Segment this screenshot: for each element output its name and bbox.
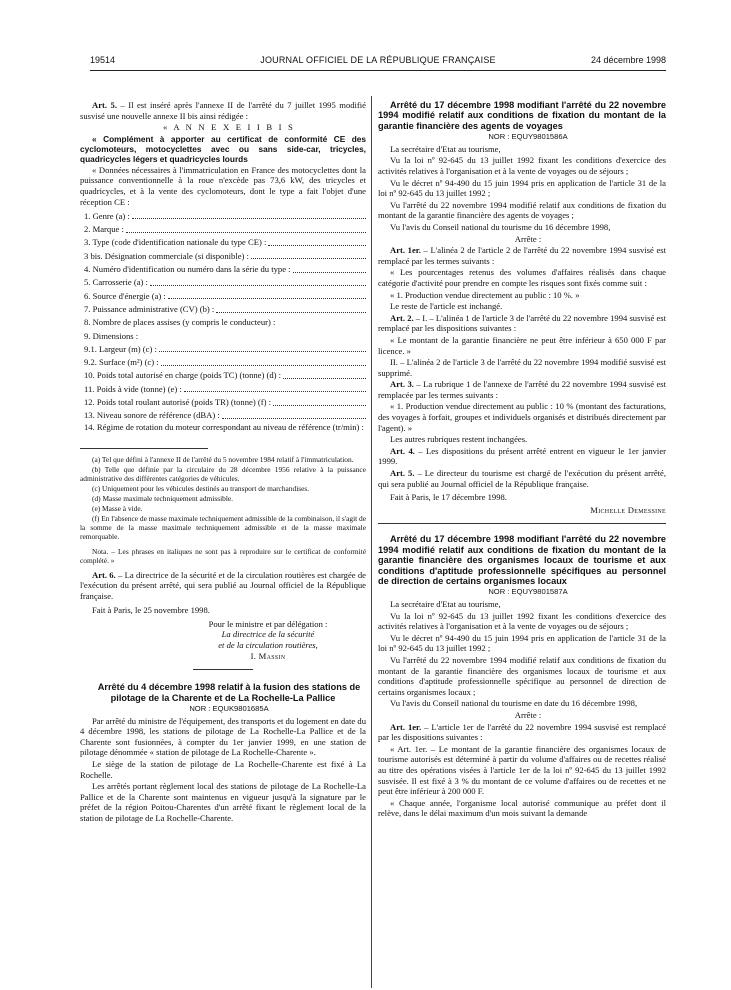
paragraph: Le siège de la station de pilotage de La Rochelle-Charente est fixé à La Rochelle.	[80, 759, 366, 780]
fait-a-paris: Fait à Paris, le 25 novembre 1998.	[92, 605, 210, 616]
article-label: Art. 5.	[390, 468, 415, 479]
intro-paragraph: « Données nécessaires à l'immatriculation en France des motocyclettes dont la puissance conventionnelle à la roue n'excède pas 73,6 kW, des tricycles et quadricycles, et à la vente des cyclomoteurs, dont le type a fait l'objet d'une réception CE :	[80, 164, 366, 207]
article-paragraph	[378, 468, 666, 489]
paragraph: Le reste de l'article est inchangé.	[390, 301, 503, 312]
form-field-line	[80, 408, 366, 421]
article-paragraph	[378, 722, 666, 743]
article-label: Art. 3.	[390, 379, 414, 390]
paragraph: « 1. Production vendue directement au public : 10 % (montant des facturations, des voyages à forfait, groupes et individuels organisés et distribués directement par l'agent). »	[378, 401, 666, 433]
nor-reference: NOR : EQUY9801586A	[488, 132, 568, 142]
paragraph: Les autres rubriques restent inchangées.	[390, 434, 528, 445]
dotted-leader	[293, 272, 366, 273]
form-field-label: 2. Marque :	[84, 224, 124, 235]
article-label: Art. 1er.	[390, 721, 422, 732]
paragraph: « Art. 1er. – Le montant de la garantie financière des organismes locaux de tourisme autorisés est déterminé à partir du volume d'affaires ou de recettes réalisé au titre des opérations visées à l'article 1er de la loi nº 92-645 du 13 juillet 1992 susvisée. Il est fixé à 3 % du montant de ce volume d'affaires ou de recettes et ne peut être inférieur à 200 000 F.	[378, 743, 666, 797]
form-field-line	[80, 235, 366, 248]
section-separator	[193, 669, 253, 670]
article-label: Art. 4.	[390, 445, 415, 456]
footnote: (d) Masse maximale techniquement admissible.	[92, 493, 233, 503]
article-label: Art. 2.	[390, 312, 414, 323]
form-field-line	[80, 275, 366, 288]
visa-paragraph: Vu la loi nº 92-645 du 13 juillet 1992 fixant les conditions d'exercice des activités relatives à l'organisation et à la vente de voyages ou de séjours ;	[378, 610, 666, 632]
visas-list	[378, 144, 666, 233]
signature-line: La directrice de la sécurité	[221, 629, 315, 640]
form-field-label: 1. Genre (a) :	[84, 210, 130, 221]
page-number: 19514	[90, 55, 116, 65]
dotted-leader	[132, 218, 366, 219]
arrete-word: Arrête :	[514, 233, 542, 244]
form-field-label: 10. Poids total autorisé en charge (poids TC) (tonne) (d) :	[84, 370, 282, 381]
right-column	[378, 100, 666, 820]
form-field-label: 8. Nombre de places assises (y compris le conducteur) :	[84, 317, 276, 328]
form-field-line	[80, 368, 366, 381]
nor-reference: NOR : EQUY9801587A	[488, 587, 568, 597]
dotted-leader	[168, 298, 366, 299]
form-fields-list	[80, 208, 366, 421]
decree-title: Arrêté du 17 décembre 1998 modifiant l'arrêté du 22 novembre 1994 modifié relatif aux conditions de fixation du montant de la garantie financière des agents de voyages	[378, 100, 666, 131]
footnote: (e) Masse à vide.	[92, 503, 143, 513]
article-paragraph	[378, 446, 666, 467]
signature-line: et de la circulation routières,	[218, 640, 318, 651]
visa-paragraph: Vu la loi nº 92-645 du 13 juillet 1992 fixant les conditions d'exercice des activités relatives à l'organisation et à la vente de voyages ou de séjours ;	[378, 155, 666, 176]
decree-body	[80, 716, 366, 824]
header-rule	[90, 70, 666, 71]
form-field-label: 13. Niveau sonore de référence (dBA) :	[84, 410, 220, 421]
paragraph: « Le montant de la garantie financière ne peut être inférieur à 650 000 F par licence. »	[378, 334, 666, 356]
fait-a-paris: Fait à Paris, le 17 décembre 1998.	[390, 492, 507, 503]
dotted-leader	[251, 258, 366, 259]
dotted-leader	[273, 405, 366, 406]
form-field-line	[80, 354, 366, 367]
dotted-leader	[268, 245, 366, 246]
visa-paragraph: Vu l'avis du Conseil national du tourisme en date du 16 décembre 1998,	[390, 698, 638, 709]
form-field-line	[80, 248, 366, 261]
article-text: – Les dispositions du présent arrêté entrent en vigueur le 1er janvier 1999.	[378, 445, 666, 467]
form-field-line	[80, 261, 366, 274]
form-field-label: 9. Dimensions :	[84, 330, 139, 341]
dotted-leader	[161, 365, 366, 366]
paragraph: II. – L'alinéa 2 de l'article 3 de l'arrêté du 22 novembre 1994 modifié susvisé est supprimé.	[378, 357, 666, 378]
visa-paragraph: Vu l'arrêté du 22 novembre 1994 modifié relatif aux conditions de fixation du montant de la garantie financière des organismes locaux de tourisme et aux conditions d'aptitude professionnelle spécifique au personnel de direction de certains organismes locaux ;	[378, 655, 666, 697]
form-field-line	[80, 301, 366, 314]
footnotes-list	[80, 455, 366, 541]
complement-title: « Complément à apporter au certificat de conformité CE des cyclomoteurs, motocyclettes avec ou sans side-car, tricycles, quadricycles légers et quadricycles lourds	[80, 133, 366, 164]
form-field-label: 4. Numéro d'identification ou numéro dans la série du type :	[84, 264, 291, 275]
signature-block	[170, 619, 366, 661]
article-text: – Il est inséré après l'annexe II de l'arrêté du 7 juillet 1995 modifié susvisé une nouvelle annexe II bis ainsi rédigée :	[80, 100, 366, 121]
paragraph: « Les pourcentages retenus des volumes d'affaires réalisés dans chaque catégorie d'activité pour prendre en compte les risques sont fixés comme suit :	[378, 267, 666, 288]
annexe-heading: « A N N E X E I I B I S	[162, 122, 295, 133]
form-field-line	[80, 315, 366, 328]
form-field-line	[80, 341, 366, 354]
paragraph: « Chaque année, l'organisme local autorisé communique au préfet dont il relève, dans le délai maximum d'un mois suivant la demande	[378, 797, 666, 819]
visa-paragraph: Vu le décret nº 94-490 du 15 juin 1994 pris en application de l'article 31 de la loi nº 92-645 du 13 juillet 1992 ;	[378, 177, 666, 199]
footnote: (c) Uniquement pour les véhicules destinés au transport de marchandises.	[92, 483, 310, 493]
form-field-label: 11. Poids à vide (tonne) (e) :	[84, 383, 182, 394]
form-field-label: 6. Source d'énergie (a) :	[84, 290, 166, 301]
paragraph: Par arrêté du ministre de l'équipement, des transports et du logement en date du 4 décembre 1998, les stations de pilotage de La Rochelle-La Pallice et de la Charente sont fusionnées, à compter du 1er janvier 1999, en une station de pilotage dénommée « station de pilotage de La Rochelle-Charente ».	[80, 715, 366, 758]
footnote: (a) Tel que défini à l'annexe II de l'arrêté du 5 novembre 1984 relatif à l'immatriculation.	[92, 454, 354, 464]
article-text: – I. – L'alinéa 1 de l'article 3 de l'arrêté du 22 novembre 1994 susvisé est remplacé par les dispositions suivantes :	[378, 312, 666, 334]
dotted-leader	[150, 285, 366, 286]
article-label: Art. 1er.	[390, 245, 421, 256]
dotted-leader	[126, 232, 366, 233]
nota-note: Nota. – Les phrases en italiques ne sont pas à reproduire sur le certificat de conformité complété. »	[80, 546, 366, 565]
form-field-label: 9.2. Surface (m²) (c) :	[84, 357, 159, 368]
form-field-label: 3 bis. Désignation commerciale (si disponible) :	[84, 250, 249, 261]
form-field-label: 9.1. Largeur (m) (c) :	[84, 343, 157, 354]
page-header	[90, 55, 666, 69]
form-field-label: 5. Carrosserie (a) :	[84, 277, 148, 288]
field-14: 14. Régime de rotation du moteur correspondant au niveau de référence (tr/min) :	[84, 421, 364, 432]
form-field-line	[80, 208, 366, 221]
article-6-paragraph	[80, 570, 366, 602]
paragraph: Les arrêtés portant règlement local des stations de pilotage de La Rochelle-La Pallice et de la Charente sont maintenus en vigueur jusqu'à la signature par le préfet de la région Poitou-Charentes d'un arrêté fixant le règlement local de la station de pilotage de La Rochelle-Charente.	[80, 781, 366, 823]
form-field-line	[80, 288, 366, 301]
footnote: (f) En l'absence de masse maximale techniquement admissible de la combinaison, il s'agit de la somme de la masse maximale techniquement admissible et de la masse maximale remorquable.	[80, 513, 366, 541]
dotted-leader	[283, 378, 366, 379]
form-field-label: 3. Type (code d'identification nationale du type CE) :	[84, 237, 267, 248]
dotted-leader	[159, 351, 366, 352]
form-field-line	[80, 221, 366, 234]
article-text: – L'alinéa 2 de l'article 2 de l'arrêté du 22 novembre 1994 susvisé est remplacé par les termes suivants :	[378, 245, 666, 266]
signatory-name: Michelle Demessine	[590, 504, 666, 515]
decree-title: Arrêté du 4 décembre 1998 relatif à la fusion des stations de pilotage de la Charente et de La Rochelle-La Pallice	[97, 682, 361, 703]
nor-reference: NOR : EQUK9801685A	[189, 704, 269, 714]
column-separator	[371, 96, 372, 988]
visa-paragraph: Vu l'arrêté du 22 novembre 1994 modifié relatif aux conditions de fixation du montant de la garantie financière des agents de voyages ;	[378, 199, 666, 221]
journal-title: JOURNAL OFFICIEL DE LA RÉPUBLIQUE FRANÇAISE	[260, 55, 496, 65]
form-field-label: 12. Poids total roulant autorisé (poids TR) (tonne) (f) :	[84, 397, 271, 408]
article-label: Art. 5.	[92, 100, 117, 110]
decree-title: Arrêté du 17 décembre 1998 modifiant l'arrêté du 22 novembre 1994 modifié relatif aux conditions de fixation du montant de la garantie financière des organismes locaux de tourisme et aux conditions d'aptitude professionnelle spécifiques au personnel de direction de certains organismes locaux	[378, 534, 666, 587]
signatory-name: I. Massin	[250, 650, 286, 661]
dotted-leader	[216, 312, 366, 313]
article-text: – L'article 1er de l'arrêté du 22 novembre 1994 susvisé est remplacé par les dispositions suivantes :	[378, 721, 666, 743]
article-text: – La directrice de la sécurité et de la circulation routières est chargée de l'exécution du présent arrêté, qui sera publié au Journal officiel de la République française.	[80, 569, 366, 601]
visa-paragraph: La secrétaire d'Etat au tourisme,	[390, 143, 501, 154]
form-field-line	[80, 381, 366, 394]
visa-paragraph: Vu l'avis du Conseil national du tourisme du 16 décembre 1998,	[390, 221, 611, 232]
dotted-leader	[222, 418, 366, 419]
article-5-paragraph	[80, 100, 366, 121]
notes-rule	[80, 448, 208, 449]
signature-line: Pour le ministre et par délégation :	[208, 618, 328, 629]
left-column	[80, 100, 366, 825]
article-text: – La rubrique 1 de l'annexe de l'arrêté du 22 novembre 1994 susvisé est remplacée par les termes suivants :	[378, 379, 666, 400]
visas-list	[378, 599, 666, 709]
visa-paragraph: Vu le décret nº 94-490 du 15 juin 1994 pris en application de l'article 31 de la loi nº 92-645 du 13 juillet 1992 ;	[378, 632, 666, 654]
visa-paragraph: La secrétaire d'Etat au tourisme,	[390, 599, 501, 610]
article-paragraph	[378, 245, 666, 266]
article-paragraph	[378, 379, 666, 400]
article-label: Art. 6.	[92, 569, 116, 580]
paragraph: « 1. Production vendue directement au public : 10 %. »	[390, 289, 580, 300]
article-paragraph	[378, 313, 666, 334]
form-field-line	[80, 394, 366, 407]
section-separator	[378, 523, 666, 524]
dotted-leader	[184, 391, 366, 392]
form-field-line	[80, 328, 366, 341]
publication-date: 24 décembre 1998	[590, 55, 666, 65]
article-text: – Le directeur du tourisme est chargé de l'exécution du présent arrêté, qui sera publié au Journal officiel de la République française.	[378, 468, 666, 489]
footnote: (b) Telle que définie par la circulaire du 28 décembre 1956 relative à la puissance administrative des différentes catégories de véhicules.	[80, 464, 366, 483]
arrete-word: Arrête :	[514, 709, 542, 720]
form-field-label: 7. Puissance administrative (CV) (b) :	[84, 303, 215, 314]
